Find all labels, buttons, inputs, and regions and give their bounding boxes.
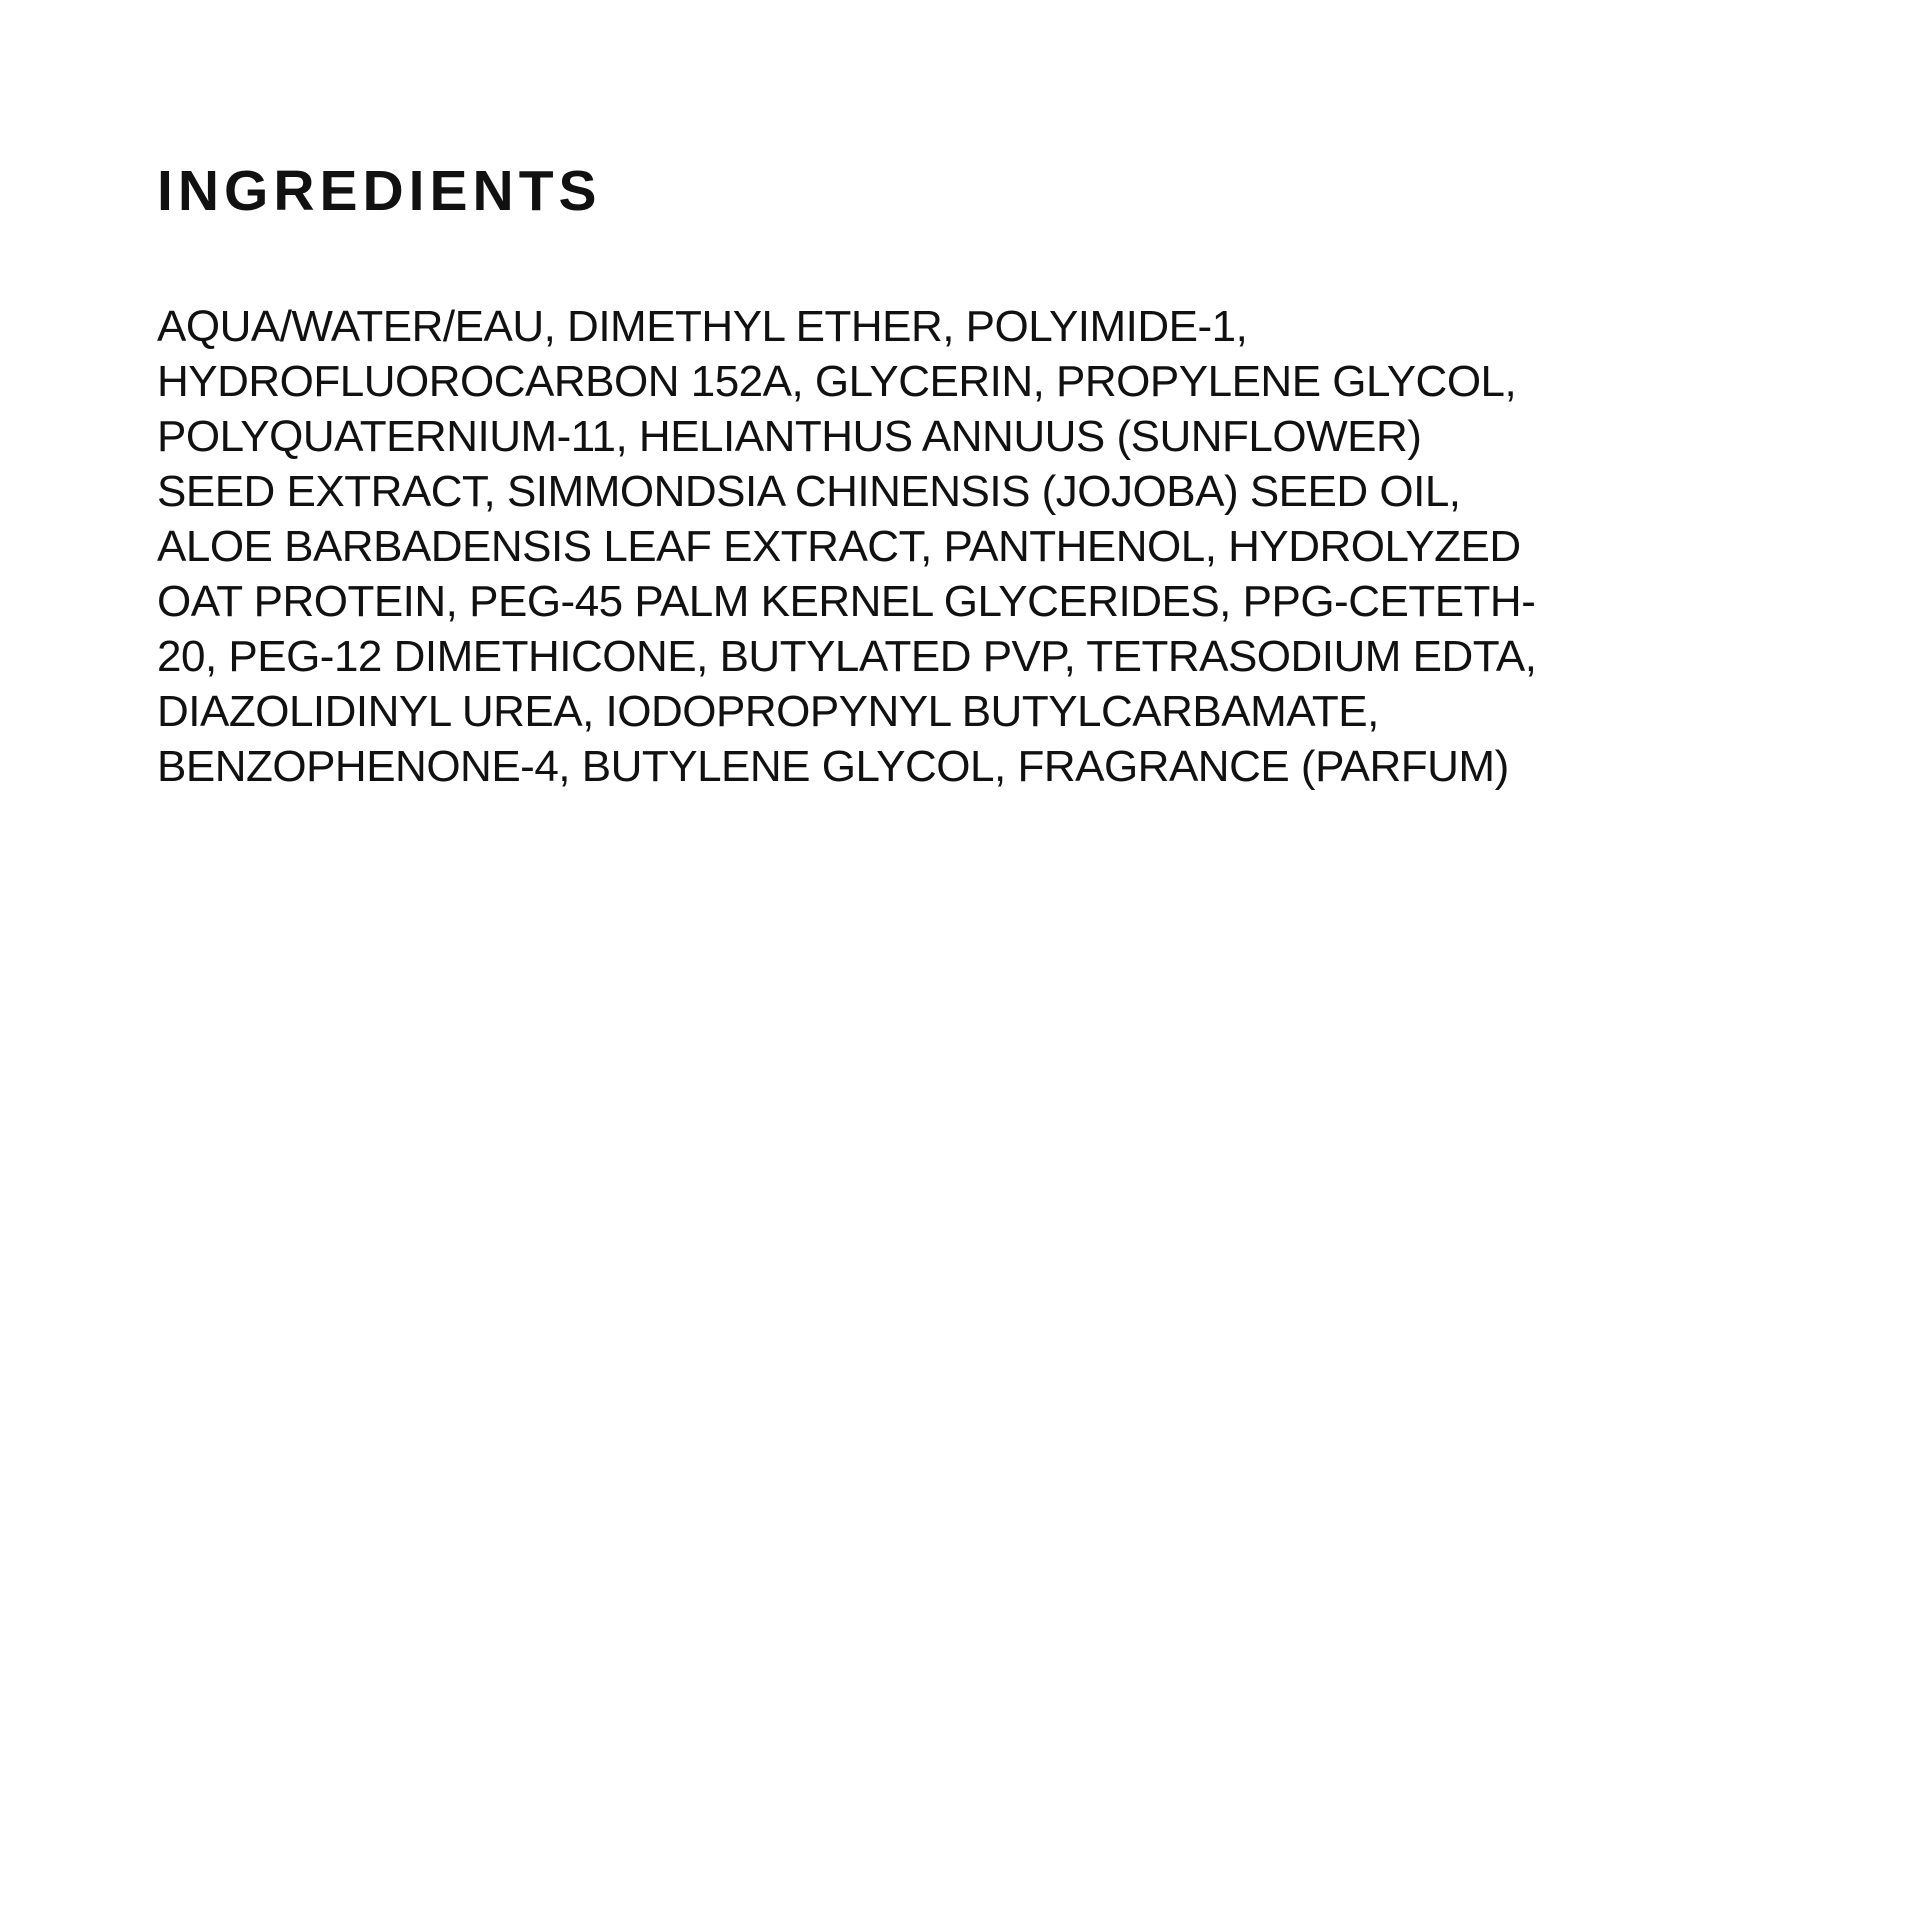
ingredients-line: SEED EXTRACT, SIMMONDSIA CHINENSIS (JOJOBA) SEED OIL, — [157, 466, 1461, 516]
ingredients-line: OAT PROTEIN, PEG-45 PALM KERNEL GLYCERIDES, PPG-CETETH- — [157, 576, 1536, 626]
ingredients-list — [157, 299, 1800, 794]
ingredients-line: 20, PEG-12 DIMETHICONE, BUTYLATED PVP, TETRASODIUM EDTA, — [157, 631, 1537, 681]
ingredients-line: ALOE BARBADENSIS LEAF EXTRACT, PANTHENOL, HYDROLYZED — [157, 521, 1521, 571]
ingredients-heading: INGREDIENTS — [157, 159, 602, 223]
ingredients-line: BENZOPHENONE-4, BUTYLENE GLYCOL, FRAGRANCE (PARFUM) — [157, 741, 1509, 791]
ingredients-line: AQUA/WATER/EAU, DIMETHYL ETHER, POLYIMIDE-1, — [157, 301, 1248, 351]
ingredients-line: HYDROFLUOROCARBON 152A, GLYCERIN, PROPYLENE GLYCOL, — [157, 356, 1517, 406]
ingredients-line: POLYQUATERNIUM-11, HELIANTHUS ANNUUS (SUNFLOWER) — [157, 411, 1422, 461]
ingredients-line: DIAZOLIDINYL UREA, IODOPROPYNYL BUTYLCARBAMATE, — [157, 686, 1379, 736]
